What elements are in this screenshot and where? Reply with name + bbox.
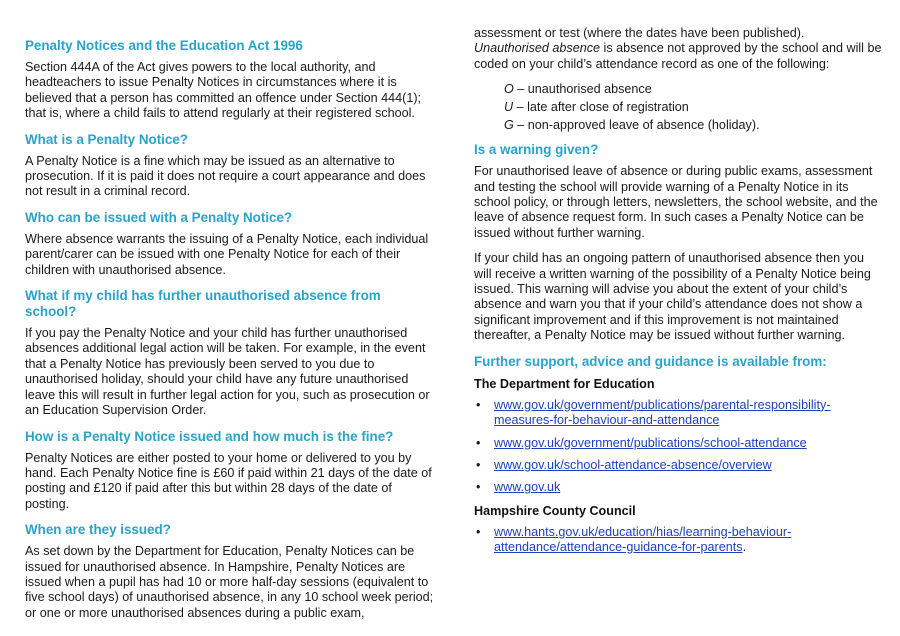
section-heading-when-issued: When are they issued? xyxy=(25,522,171,538)
section-body-education-act: Section 444A of the Act gives powers to the local authority, and headteachers to issue Penalty Notices in circumstances where it is believed that a person has committed an offence under Section 444(1); that is, where a child fails to attend regularly at their registered school. xyxy=(25,60,422,121)
continued-sentence: assessment or test (where the dates have been published). xyxy=(474,26,805,40)
section-heading-how-issued: How is a Penalty Notice issued and how much is the fine? xyxy=(25,428,394,444)
bullet-icon: • xyxy=(476,397,481,412)
section-body-further-absence: If you pay the Penalty Notice and your child has further unauthorised absences additional legal action will be taken. For example, in the event that a Penalty Notice has previously been served to you due to unauthorised holiday, should your child have any future unauthorised leave this will result in further legal action for you, such as prosecution or an Education Supervision Order. xyxy=(25,326,430,418)
list-item xyxy=(474,458,884,473)
section-heading-further-absence: What if my child has further unauthorised absence from school? xyxy=(25,288,381,320)
section-heading-education-act: Penalty Notices and the Education Act 1996 xyxy=(25,38,303,53)
section-body-how-issued: Penalty Notices are either posted to your home or delivered to you by hand. Each Penalty Notice fine is £60 if paid within 21 days of the date of posting and £120 if paid after this but within 28 days of the date of posting. xyxy=(25,450,432,511)
hcc-links-list xyxy=(474,525,884,556)
list-item xyxy=(474,436,884,451)
absence-codes-list xyxy=(504,80,884,134)
section-heading-warning: Is a warning given? xyxy=(474,142,599,158)
section-body-who-can: Where absence warrants the issuing of a Penalty Notice, each individual parent/carer can be issued with one Penalty Notice for each of their children with unauthorised absence. xyxy=(25,231,429,277)
absence-code-item: U – late after close of registration xyxy=(504,100,689,115)
section-heading-who-can: Who can be issued with a Penalty Notice? xyxy=(25,209,293,225)
section-heading-support: Further support, advice and guidance is available from: xyxy=(474,353,827,369)
section-body-what-is: A Penalty Notice is a fine which may be issued as an alternative to prosecution. If it is paid it does not require a court appearance and does not result in a criminal record. xyxy=(25,153,426,199)
bullet-icon: • xyxy=(476,435,481,450)
right-column xyxy=(474,26,884,563)
left-column xyxy=(25,38,435,627)
section-body-when-issued: As set down by the Department for Education, Penalty Notices can be issued for unauthorised absence. In Hampshire, Penalty Notices are issued when a pupil has had 10 or more half-day sessions (equivalent to five school days) of unauthorised absence, in any 10 school week period; or one or more unauthorised absences during a public exam, xyxy=(25,544,434,620)
continued-text xyxy=(474,26,884,72)
warning-paragraph-2: If your child has an ongoing pattern of unauthorised absence then you will receive a written warning of the possibility of a Penalty Notice being issued. This warning will advise you about the extent of your child’s absence and warn you that if your child’s attendance does not show a significant improvement and if this improvement is not maintained thereafter, a Penalty Notice may be issued without further warning. xyxy=(474,251,871,343)
dfe-link-school-attendance[interactable]: www.gov.uk/government/publications/school-attendance xyxy=(494,435,807,450)
list-item xyxy=(474,398,884,429)
list-item xyxy=(474,480,884,495)
bullet-icon: • xyxy=(476,524,481,539)
section-heading-what-is: What is a Penalty Notice? xyxy=(25,131,188,147)
list-item xyxy=(474,525,884,556)
unauthorised-absence-term: Unauthorised absence xyxy=(474,41,601,56)
hcc-link-suffix: . xyxy=(742,540,747,555)
bullet-icon: • xyxy=(476,457,481,472)
dfe-link-gov-uk[interactable]: www.gov.uk xyxy=(494,480,561,495)
warning-paragraph-1: For unauthorised leave of absence or during public exams, assessment and testing the school will provide warning of a Penalty Notice in its school policy, or through letters, newsletters, the school website, and the leave of absence request form. In such cases a Penalty Notice can be issued without further warning. xyxy=(474,164,878,240)
hcc-heading: Hampshire County Council xyxy=(474,503,636,518)
bullet-icon: • xyxy=(476,480,481,495)
dfe-link-parental-responsibility[interactable]: www.gov.uk/government/publications/parental-responsibility-measures-for-behaviour-and-attendance xyxy=(494,397,831,428)
dfe-link-attendance-overview[interactable]: www.gov.uk/school-attendance-absence/overview xyxy=(494,457,772,472)
absence-code-item: O – unauthorised absence xyxy=(504,82,652,97)
dfe-links-list xyxy=(474,398,884,496)
unauthorised-absence-definition: is absence not approved by the school and will be coded on your child’s attendance record as one of the following: xyxy=(474,41,882,71)
absence-code-item: G – non-approved leave of absence (holiday). xyxy=(504,118,760,133)
dfe-heading: The Department for Education xyxy=(474,376,655,391)
hcc-link-attendance-guidance[interactable]: www.hants.gov.uk/education/hias/learning-behaviour-attendance/attendance-guidance-for-parents xyxy=(494,524,792,555)
